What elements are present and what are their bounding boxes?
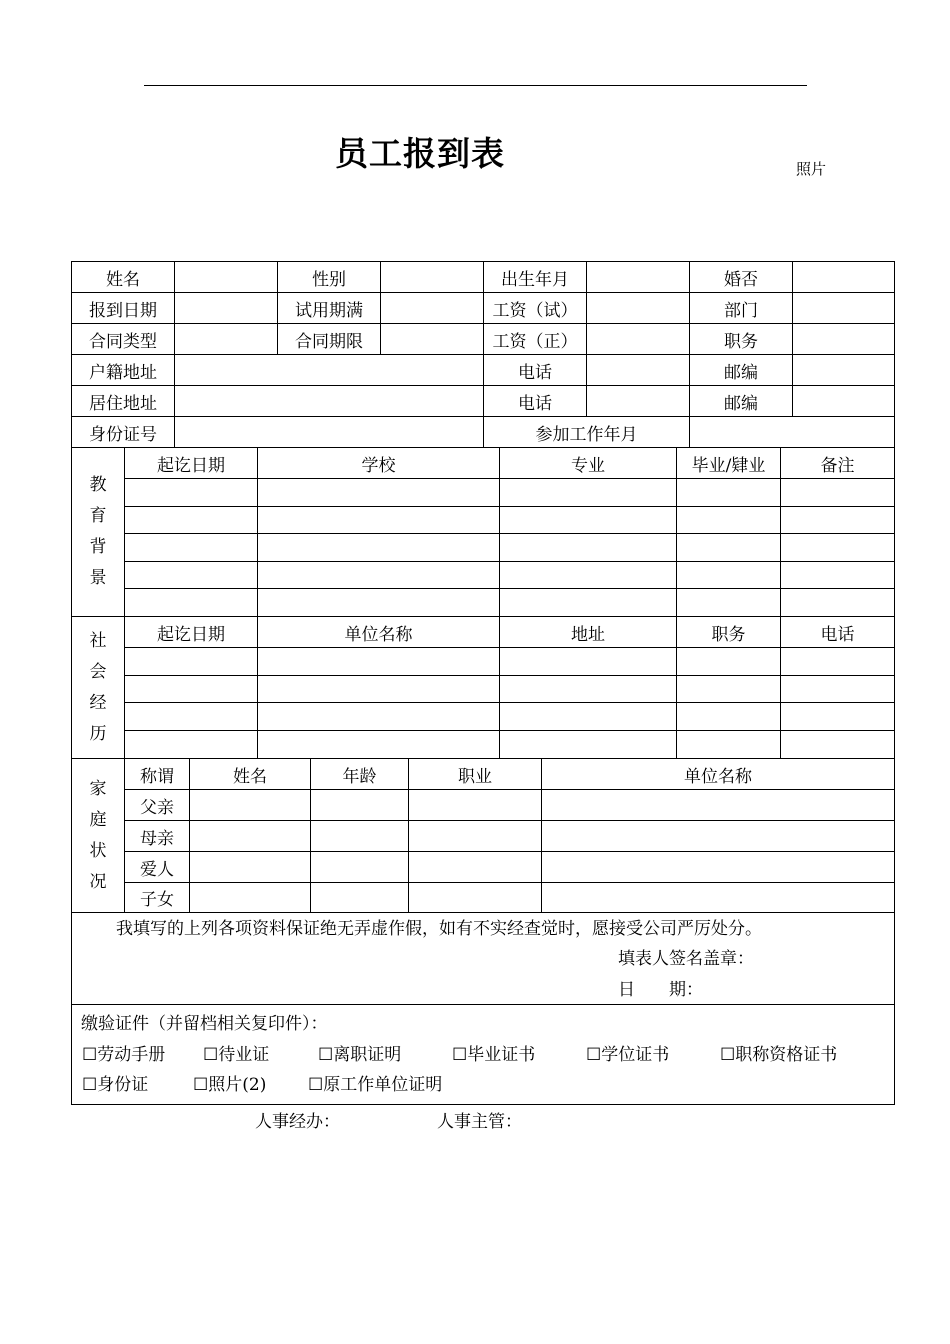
family-cell[interactable] [311,821,409,852]
field-salary-trial[interactable] [587,293,690,324]
education-cell[interactable] [125,562,258,589]
field-contract-type[interactable] [175,324,278,355]
education-cell[interactable] [258,479,500,507]
checkbox-id-card[interactable]: ☐身份证 [82,1075,149,1095]
education-cell[interactable] [258,589,500,617]
field-residence-address[interactable] [175,386,484,417]
family-cell[interactable] [190,790,311,821]
family-cell[interactable] [190,883,311,913]
social-cell[interactable] [781,676,894,703]
documents-section [72,1005,894,1105]
field-report-date[interactable] [175,293,278,324]
social-cell[interactable] [125,676,258,703]
education-cell[interactable] [125,507,258,534]
education-cell[interactable] [500,479,677,507]
field-phone-2[interactable] [587,386,690,417]
label-name: 姓名 [72,262,175,293]
family-cell[interactable] [409,883,542,913]
declaration-statement: 我填写的上列各项资料保证绝无弄虚作假，如有不实经查觉时，愿接受公司严厉处分。 [116,919,762,939]
family-label-char: 状 [89,840,107,861]
field-position[interactable] [793,324,894,355]
social-cell[interactable] [500,703,677,731]
education-cell[interactable] [781,562,894,589]
social-cell[interactable] [677,731,781,759]
signature-label: 填表人签名盖章： [618,949,754,969]
label-phone-2: 电话 [484,386,587,417]
family-relation-spouse: 爱人 [125,852,190,883]
checkbox-professional-cert[interactable]: ☐职称资格证书 [720,1045,838,1065]
field-probation-end[interactable] [381,293,484,324]
education-cell[interactable] [125,534,258,562]
social-header-position: 职务 [677,617,781,648]
education-header-remarks: 备注 [781,448,894,479]
education-label-char: 背 [89,537,107,557]
hr-manager-label: 人事主管： [437,1112,522,1132]
date-label: 日 期： [618,980,703,1000]
family-cell[interactable] [190,852,311,883]
label-marital: 婚否 [690,262,793,293]
education-section-label [72,448,125,617]
education-header-major: 专业 [500,448,677,479]
label-residence-address: 居住地址 [72,386,175,417]
social-cell[interactable] [781,731,894,759]
education-cell[interactable] [677,589,781,617]
social-header-address: 地址 [500,617,677,648]
social-cell[interactable] [258,731,500,759]
family-label-char: 况 [89,871,107,892]
education-header-dates: 起讫日期 [125,448,258,479]
education-cell[interactable] [677,562,781,589]
label-salary-regular: 工资（正） [484,324,587,355]
education-cell[interactable] [500,507,677,534]
social-cell[interactable] [500,731,677,759]
page-title: 员工报到表 [335,134,505,173]
family-section-label [72,759,125,913]
education-cell[interactable] [500,534,677,562]
field-salary-regular[interactable] [587,324,690,355]
family-cell[interactable] [542,790,894,821]
social-cell[interactable] [677,648,781,676]
field-birth[interactable] [587,262,690,293]
field-gender[interactable] [381,262,484,293]
field-work-start[interactable] [690,417,894,448]
education-cell[interactable] [781,589,894,617]
family-header-occupation: 职业 [409,759,542,790]
label-work-start: 参加工作年月 [484,417,690,448]
top-rule [144,85,807,86]
field-postcode-2[interactable] [793,386,894,417]
documents-title: 缴验证件（并留档相关复印件）： [81,1014,328,1034]
photo-label: 照片 [796,160,827,178]
social-cell[interactable] [500,648,677,676]
family-relation-mother: 母亲 [125,821,190,852]
education-cell[interactable] [781,534,894,562]
family-cell[interactable] [542,821,894,852]
education-cell[interactable] [500,589,677,617]
social-header-phone: 电话 [781,617,894,648]
checkbox-photos[interactable]: ☐照片(2) [193,1075,267,1095]
education-cell[interactable] [258,534,500,562]
social-cell[interactable] [125,731,258,759]
family-header-company: 单位名称 [542,759,894,790]
education-cell[interactable] [677,479,781,507]
social-cell[interactable] [677,676,781,703]
family-cell[interactable] [409,852,542,883]
field-id-number[interactable] [175,417,484,448]
social-header-dates: 起讫日期 [125,617,258,648]
education-cell[interactable] [781,507,894,534]
checkbox-previous-employer-cert[interactable]: ☐原工作单位证明 [308,1075,443,1095]
education-cell[interactable] [125,479,258,507]
family-relation-father: 父亲 [125,790,190,821]
education-label-char: 育 [89,506,107,526]
family-cell[interactable] [190,821,311,852]
education-cell[interactable] [500,562,677,589]
social-label-char: 会 [89,661,107,682]
field-name[interactable] [175,262,278,293]
family-cell[interactable] [311,852,409,883]
social-cell[interactable] [258,648,500,676]
label-contract-type: 合同类型 [72,324,175,355]
education-header-school: 学校 [258,448,500,479]
education-cell[interactable] [125,589,258,617]
declaration-section [72,913,894,1005]
social-label-char: 社 [89,630,107,651]
social-cell[interactable] [781,703,894,731]
checkbox-degree-cert[interactable]: ☐学位证书 [586,1045,670,1065]
family-header-age: 年龄 [311,759,409,790]
education-label-char: 教 [89,475,107,495]
field-hukou-address[interactable] [175,355,484,386]
education-cell[interactable] [677,507,781,534]
family-relation-children: 子女 [125,883,190,913]
social-label-char: 历 [89,723,107,744]
family-label-char: 庭 [89,809,107,830]
checkbox-resignation-cert[interactable]: ☐离职证明 [318,1045,402,1065]
field-postcode-1[interactable] [793,355,894,386]
label-contract-term: 合同期限 [278,324,381,355]
label-gender: 性别 [278,262,381,293]
social-header-company: 单位名称 [258,617,500,648]
social-label-char: 经 [89,692,107,713]
label-salary-trial: 工资（试） [484,293,587,324]
family-cell[interactable] [409,790,542,821]
education-header-graduation: 毕业/肄业 [677,448,781,479]
education-cell[interactable] [677,534,781,562]
field-contract-term[interactable] [381,324,484,355]
education-cell[interactable] [781,479,894,507]
social-cell[interactable] [125,703,258,731]
education-label-char: 景 [89,568,107,588]
label-phone-1: 电话 [484,355,587,386]
label-birth: 出生年月 [484,262,587,293]
checkbox-unemployment-cert[interactable]: ☐待业证 [203,1045,270,1065]
family-label-char: 家 [89,778,107,799]
field-phone-1[interactable] [587,355,690,386]
family-cell[interactable] [542,852,894,883]
label-report-date: 报到日期 [72,293,175,324]
social-section-label [72,617,125,759]
family-cell[interactable] [311,790,409,821]
social-cell[interactable] [125,648,258,676]
family-header-name: 姓名 [190,759,311,790]
hr-officer-label: 人事经办： [255,1112,340,1132]
label-id-number: 身份证号 [72,417,175,448]
checkbox-graduation-cert[interactable]: ☐毕业证书 [452,1045,536,1065]
education-cell[interactable] [258,562,500,589]
social-cell[interactable] [258,703,500,731]
family-header-relation: 称谓 [125,759,190,790]
field-department[interactable] [793,293,894,324]
label-postcode-1: 邮编 [690,355,793,386]
social-cell[interactable] [258,676,500,703]
checkbox-labor-handbook[interactable]: ☐劳动手册 [82,1045,166,1065]
field-marital[interactable] [793,262,894,293]
registration-form [71,261,895,1105]
social-cell[interactable] [677,703,781,731]
label-probation-end: 试用期满 [278,293,381,324]
social-cell[interactable] [500,676,677,703]
social-cell[interactable] [781,648,894,676]
family-cell[interactable] [542,883,894,913]
label-position: 职务 [690,324,793,355]
label-postcode-2: 邮编 [690,386,793,417]
family-cell[interactable] [311,883,409,913]
label-department: 部门 [690,293,793,324]
family-cell[interactable] [409,821,542,852]
education-cell[interactable] [258,507,500,534]
label-hukou-address: 户籍地址 [72,355,175,386]
